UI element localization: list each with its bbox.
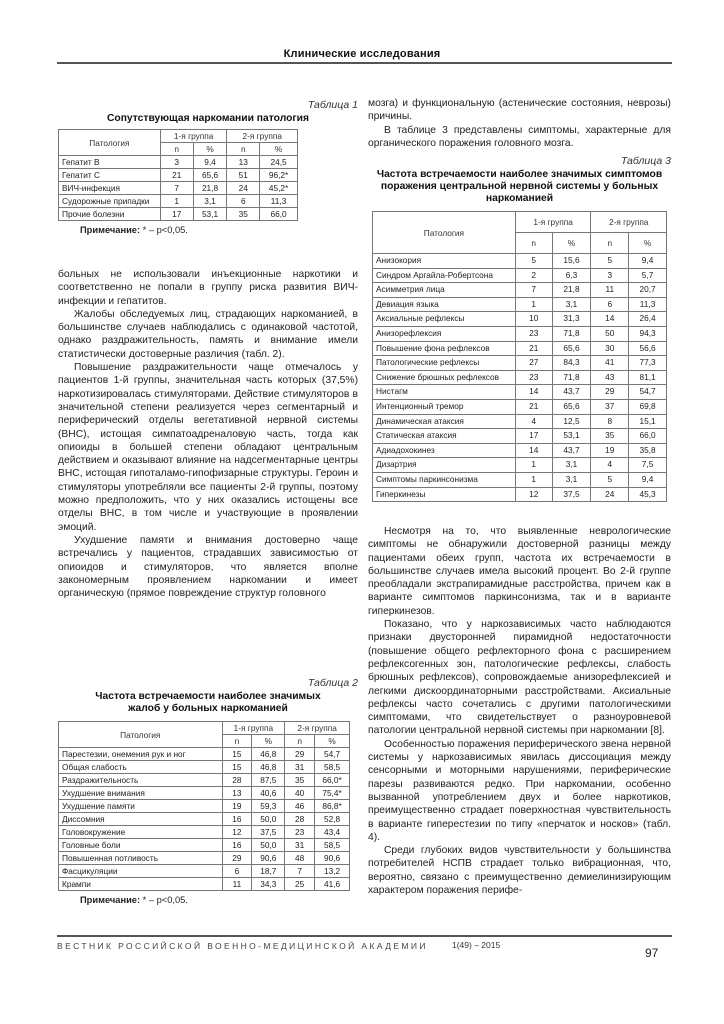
cell-pct-group2: 86,8* — [315, 800, 350, 813]
table1-header-pct1: % — [193, 143, 227, 156]
table3-label: Таблица 3 — [620, 155, 671, 167]
table-row — [373, 385, 667, 400]
table-row — [59, 800, 350, 813]
footer-rule — [57, 935, 672, 937]
cell-n-group2: 31 — [285, 839, 315, 852]
cell-pct-group1: 59,3 — [252, 800, 285, 813]
cell-n-group1: 21 — [160, 169, 193, 182]
cell-pct-group1: 18,7 — [252, 865, 285, 878]
paragraph: Показано, что у наркозависимых часто наблюдаются признаки двусторонней пирамидной недостаточности (повышение общего рефлекторного фона с расширением рефлексогенных зон, патологические рефлексы, слабость брюшных рефлексов), сопровождаемые анизорефлексией и легкими дискоординаторными расстройствами. Аксиальные рефлексы часто сочетались с другими патологическими симптомами, что свидетельствует о разноуровневой патологии центральной нервной системы при наркомании [8]. — [368, 619, 671, 737]
cell-pct-group2: 24,5 — [260, 156, 298, 169]
table1-title: Сопутствующая наркомании патология — [106, 113, 310, 124]
paragraph: В таблице 3 представлены симптомы, характерные для органического поражения головного мозга. — [368, 124, 671, 149]
table1-header-n2: n — [227, 143, 260, 156]
table-row — [373, 370, 667, 385]
cell-n-group2: 51 — [227, 169, 260, 182]
left-body-text — [58, 268, 358, 600]
paragraph: Ухудшение памяти и внимания достоверно чаще встречались у пациентов, страдавших зависимостью от опиоидов и стимуляторов, что является вполне закономерным проявлением наркомании и имеет органическую (прямое повреждение структур головного — [58, 534, 358, 600]
cell-n-group2: 13 — [227, 156, 260, 169]
cell-n-group1: 1 — [515, 472, 552, 487]
row-label: Ухудшение внимания — [59, 787, 223, 800]
table-row — [373, 458, 667, 473]
cell-n-group1: 1 — [515, 297, 552, 312]
cell-pct-group2: 5,7 — [629, 268, 667, 283]
cell-pct-group2: 13,2 — [315, 865, 350, 878]
cell-n-group2: 43 — [591, 370, 629, 385]
cell-pct-group2: 7,5 — [629, 458, 667, 473]
cell-pct-group1: 9,4 — [193, 156, 227, 169]
cell-pct-group1: 15,6 — [552, 254, 591, 269]
cell-n-group1: 17 — [515, 429, 552, 444]
cell-n-group1: 21 — [515, 341, 552, 356]
table-row — [373, 341, 667, 356]
row-label: Дизартрия — [373, 458, 516, 473]
cell-pct-group1: 3,1 — [552, 297, 591, 312]
cell-n-group1: 17 — [160, 208, 193, 221]
cell-n-group2: 3 — [591, 268, 629, 283]
table-row — [373, 487, 667, 502]
cell-pct-group1: 31,3 — [552, 312, 591, 327]
table2-note — [58, 895, 358, 905]
table-row — [59, 195, 298, 208]
cell-n-group2: 14 — [591, 312, 629, 327]
row-label: Раздражительность — [59, 774, 223, 787]
cell-n-group2: 48 — [285, 852, 315, 865]
cell-n-group2: 29 — [591, 385, 629, 400]
table3-title: Частота встречаемости наиболее значимых симптомов поражения центральной нервной системы у больных наркоманией — [376, 169, 663, 204]
table2 — [58, 721, 350, 891]
table-row — [373, 254, 667, 269]
table2-title: Частота встречаемости наиболее значимых жалоб у больных наркоманией — [95, 691, 321, 714]
cell-pct-group1: 87,5 — [252, 774, 285, 787]
cell-pct-group1: 65,6 — [552, 341, 591, 356]
table-row — [59, 813, 350, 826]
table2-header-pathology: Патология — [59, 722, 223, 748]
cell-n-group2: 6 — [591, 297, 629, 312]
table2-header-group2: 2-я группа — [285, 722, 350, 735]
row-label: Асимметрия лица — [373, 283, 516, 298]
cell-pct-group1: 53,1 — [552, 429, 591, 444]
cell-n-group2: 28 — [285, 813, 315, 826]
table-row — [373, 414, 667, 429]
row-label: Интенционный тремор — [373, 399, 516, 414]
table2-header-pct1: % — [252, 735, 285, 748]
cell-n-group1: 13 — [222, 787, 252, 800]
table1 — [58, 129, 298, 221]
cell-pct-group2: 35,8 — [629, 443, 667, 458]
running-header-section-title: Клинические исследования — [283, 48, 441, 60]
cell-n-group2: 35 — [285, 774, 315, 787]
footer-journal-title: ВЕСТНИК РОССИЙСКОЙ ВОЕННО-МЕДИЦИНСКОЙ АКАДЕМИИ — [57, 941, 428, 951]
table3-header-pct2: % — [629, 233, 667, 254]
cell-pct-group2: 11,3 — [260, 195, 298, 208]
cell-n-group2: 35 — [591, 429, 629, 444]
cell-pct-group1: 53,1 — [193, 208, 227, 221]
cell-pct-group2: 45,3 — [629, 487, 667, 502]
table-row — [373, 472, 667, 487]
cell-n-group1: 12 — [222, 826, 252, 839]
table3 — [372, 211, 667, 502]
table-row — [59, 208, 298, 221]
table2-header-pct2: % — [315, 735, 350, 748]
cell-pct-group2: 11,3 — [629, 297, 667, 312]
cell-pct-group1: 21,8 — [552, 283, 591, 298]
table-row — [59, 182, 298, 195]
table-row — [373, 429, 667, 444]
row-label: ВИЧ-инфекция — [59, 182, 161, 195]
cell-n-group1: 7 — [160, 182, 193, 195]
table3-header-n2: n — [591, 233, 629, 254]
row-label: Гиперкинезы — [373, 487, 516, 502]
table1-header-group1: 1-я группа — [160, 130, 227, 143]
cell-pct-group1: 40,6 — [252, 787, 285, 800]
cell-pct-group1: 90,6 — [252, 852, 285, 865]
cell-pct-group2: 52,8 — [315, 813, 350, 826]
cell-n-group1: 14 — [515, 385, 552, 400]
table3-header-group2: 2-я группа — [591, 212, 667, 233]
row-label: Парестезии, онемения рук и ног — [59, 748, 223, 761]
cell-n-group2: 5 — [591, 472, 629, 487]
cell-pct-group2: 54,7 — [629, 385, 667, 400]
paragraph: Среди глубоких видов чувствительности у большинства потребителей НСПВ страдает только вибрационная, что, вероятно, связано с преимущественно демиелинизирующим характером поражения перифе- — [368, 845, 671, 897]
table1-note-label: Примечание: — [80, 225, 141, 235]
row-label: Девиация языка — [373, 297, 516, 312]
cell-pct-group1: 46,8 — [252, 761, 285, 774]
table3-header-n1: n — [515, 233, 552, 254]
cell-pct-group2: 90,6 — [315, 852, 350, 865]
cell-pct-group2: 20,7 — [629, 283, 667, 298]
table2-block — [58, 677, 358, 905]
cell-pct-group1: 43,7 — [552, 385, 591, 400]
cell-n-group1: 23 — [515, 326, 552, 341]
table2-header-n1: n — [222, 735, 252, 748]
table3-block — [368, 155, 671, 502]
cell-pct-group1: 3,1 — [552, 472, 591, 487]
paragraph: Несмотря на то, что выявленные неврологические симптомы не обнаружили достоверной разницы между пациентами обеих групп, частота их встречаемости в большинстве случаев имела высокий процент. Во 2-й группе преобладали экстрапирамидные расстройства, причем как в варианте симптомов паркинсонизма, так и в варианте гиперкинезов. — [368, 526, 671, 617]
cell-n-group1: 16 — [222, 813, 252, 826]
row-label: Патологические рефлексы — [373, 356, 516, 371]
table-row — [59, 761, 350, 774]
cell-n-group1: 4 — [515, 414, 552, 429]
table2-label: Таблица 2 — [307, 677, 358, 689]
row-label: Снижение брюшных рефлексов — [373, 370, 516, 385]
cell-pct-group1: 37,5 — [552, 487, 591, 502]
cell-pct-group2: 54,7 — [315, 748, 350, 761]
cell-pct-group2: 43,4 — [315, 826, 350, 839]
cell-n-group2: 24 — [591, 487, 629, 502]
cell-n-group2: 4 — [591, 458, 629, 473]
table-row — [59, 852, 350, 865]
table2-header-group1: 1-я группа — [222, 722, 285, 735]
row-label: Анизокория — [373, 254, 516, 269]
cell-pct-group1: 37,5 — [252, 826, 285, 839]
cell-pct-group1: 34,3 — [252, 878, 285, 891]
table1-note-text: * – p<0,05. — [140, 225, 188, 235]
table-row — [373, 399, 667, 414]
cell-n-group2: 46 — [285, 800, 315, 813]
cell-n-group1: 5 — [515, 254, 552, 269]
table1-header-pct2: % — [260, 143, 298, 156]
cell-n-group2: 30 — [591, 341, 629, 356]
cell-pct-group1: 84,3 — [552, 356, 591, 371]
cell-pct-group2: 69,8 — [629, 399, 667, 414]
right-body-text — [368, 525, 671, 897]
cell-pct-group1: 3,1 — [193, 195, 227, 208]
cell-n-group2: 40 — [285, 787, 315, 800]
cell-n-group2: 19 — [591, 443, 629, 458]
table-row — [59, 865, 350, 878]
cell-pct-group2: 58,5 — [315, 761, 350, 774]
cell-pct-group1: 65,6 — [193, 169, 227, 182]
row-label: Синдром Аргайла-Робертсона — [373, 268, 516, 283]
cell-pct-group1: 71,8 — [552, 326, 591, 341]
cell-pct-group2: 9,4 — [629, 254, 667, 269]
cell-n-group2: 23 — [285, 826, 315, 839]
row-label: Аксиальные рефлексы — [373, 312, 516, 327]
cell-pct-group1: 50,0 — [252, 813, 285, 826]
table-row — [59, 748, 350, 761]
cell-pct-group1: 46,8 — [252, 748, 285, 761]
cell-pct-group2: 94,3 — [629, 326, 667, 341]
cell-n-group2: 8 — [591, 414, 629, 429]
table3-header-group1: 1-я группа — [515, 212, 591, 233]
cell-n-group2: 37 — [591, 399, 629, 414]
cell-n-group1: 21 — [515, 399, 552, 414]
table2-note-label: Примечание: — [80, 895, 141, 905]
row-label: Диссомния — [59, 813, 223, 826]
cell-pct-group1: 43,7 — [552, 443, 591, 458]
table1-header-n1: n — [160, 143, 193, 156]
cell-n-group1: 14 — [515, 443, 552, 458]
cell-pct-group2: 66,0 — [629, 429, 667, 444]
cell-pct-group2: 96,2* — [260, 169, 298, 182]
cell-n-group1: 3 — [160, 156, 193, 169]
table-row — [59, 156, 298, 169]
table-row — [373, 356, 667, 371]
paragraph: Особенностью поражения периферического звена нервной системы у наркозависимых явилась диссоциация между сенсорными и моторными нарушениями, периферические парезы развиваются редко. При наркомании, особенно вызванной употреблением двух и более наркотиков, преимущественно страдает поверхностная чувствительность в варианте гиперестезии по типу «перчаток и носков» (табл. 4). — [368, 738, 671, 843]
table-row — [373, 443, 667, 458]
cell-pct-group2: 56,6 — [629, 341, 667, 356]
cell-n-group2: 6 — [227, 195, 260, 208]
cell-n-group2: 41 — [591, 356, 629, 371]
row-label: Гепатит В — [59, 156, 161, 169]
cell-n-group1: 19 — [222, 800, 252, 813]
cell-pct-group2: 75,4* — [315, 787, 350, 800]
cell-n-group1: 23 — [515, 370, 552, 385]
header-rule — [57, 62, 672, 64]
cell-pct-group2: 81,1 — [629, 370, 667, 385]
table1-label: Таблица 1 — [307, 99, 358, 111]
cell-pct-group2: 66,0* — [315, 774, 350, 787]
table-row — [59, 826, 350, 839]
cell-n-group2: 35 — [227, 208, 260, 221]
cell-n-group2: 29 — [285, 748, 315, 761]
row-label: Общая слабость — [59, 761, 223, 774]
cell-n-group2: 5 — [591, 254, 629, 269]
table1-note — [58, 225, 358, 235]
cell-pct-group2: 15,1 — [629, 414, 667, 429]
cell-pct-group1: 50,0 — [252, 839, 285, 852]
cell-n-group1: 16 — [222, 839, 252, 852]
cell-n-group2: 31 — [285, 761, 315, 774]
table-row — [373, 297, 667, 312]
cell-n-group2: 24 — [227, 182, 260, 195]
cell-n-group2: 50 — [591, 326, 629, 341]
cell-n-group1: 15 — [222, 748, 252, 761]
table2-header-n2: n — [285, 735, 315, 748]
footer-issue: 1(49) – 2015 — [452, 940, 501, 950]
cell-n-group2: 7 — [285, 865, 315, 878]
row-label: Головные боли — [59, 839, 223, 852]
table-row — [59, 774, 350, 787]
table3-header-pathology: Патология — [373, 212, 516, 254]
table-row — [59, 169, 298, 182]
cell-n-group1: 29 — [222, 852, 252, 865]
cell-n-group2: 25 — [285, 878, 315, 891]
cell-pct-group2: 9,4 — [629, 472, 667, 487]
table2-note-text: * – p<0,05. — [140, 895, 188, 905]
cell-pct-group1: 71,8 — [552, 370, 591, 385]
cell-n-group1: 2 — [515, 268, 552, 283]
row-label: Фасцикуляции — [59, 865, 223, 878]
table-row — [373, 326, 667, 341]
cell-pct-group1: 3,1 — [552, 458, 591, 473]
row-label: Симптомы паркинсонизма — [373, 472, 516, 487]
row-label: Крампи — [59, 878, 223, 891]
paragraph: Повышение раздражительности чаще отмечалось у пациентов 1-й группы, значительная часть которых (37,5%) наркотизировалась стимуляторами. Действие стимуляторов в значительной степени реализуется через сегментарный и периферический отделы вегетативной нервной системы (ВНС), истощая симпатоадреналовую часть, тогда как опиоиды в большей степени обладают центральным действием и оказывают влияние на надсегментарные центры ВНС, истощая гипоталамо-гипофизарные структуры. Героин и стимуляторы употребляли все пациенты 2-й группы, поэтому можно предположить, что у них оказались истощены все отделы ВНС, в том числе и участвующие в проявлении эмоций. — [58, 362, 358, 533]
cell-n-group1: 7 — [515, 283, 552, 298]
right-top-text — [368, 97, 671, 150]
cell-n-group2: 11 — [591, 283, 629, 298]
cell-pct-group1: 6,3 — [552, 268, 591, 283]
row-label: Повышение фона рефлексов — [373, 341, 516, 356]
paragraph: больных не использовали инъекционные наркотики и соответственно не попали в группу риска развития ВИЧ-инфекции и гепатитов. — [58, 269, 358, 307]
table1-block — [58, 99, 358, 235]
cell-pct-group2: 66,0 — [260, 208, 298, 221]
table-row — [373, 268, 667, 283]
cell-n-group1: 10 — [515, 312, 552, 327]
row-label: Головокружение — [59, 826, 223, 839]
row-label: Судорожные припадки — [59, 195, 161, 208]
paragraph: Жалобы обследуемых лиц, страдающих наркоманией, в большинстве случаев наблюдались с одинаковой частотой, однако раздражительность, память и внимание имели статистически достоверные различия (табл. 2). — [58, 308, 358, 360]
cell-pct-group1: 21,8 — [193, 182, 227, 195]
cell-pct-group2: 26,4 — [629, 312, 667, 327]
row-label: Нистагм — [373, 385, 516, 400]
row-label: Повышенная потливость — [59, 852, 223, 865]
cell-n-group1: 12 — [515, 487, 552, 502]
row-label: Прочие болезни — [59, 208, 161, 221]
cell-pct-group2: 58,5 — [315, 839, 350, 852]
cell-n-group1: 1 — [515, 458, 552, 473]
cell-n-group1: 11 — [222, 878, 252, 891]
table3-header-pct1: % — [552, 233, 591, 254]
table1-header-group2: 2-я группа — [227, 130, 298, 143]
cell-pct-group2: 77,3 — [629, 356, 667, 371]
row-label: Ухудшение памяти — [59, 800, 223, 813]
row-label: Гепатит С — [59, 169, 161, 182]
paragraph: мозга) и функциональную (астенические состояния, неврозы) причины. — [368, 98, 671, 123]
cell-n-group1: 27 — [515, 356, 552, 371]
cell-n-group1: 1 — [160, 195, 193, 208]
row-label: Анизорефлексия — [373, 326, 516, 341]
table-row — [373, 312, 667, 327]
cell-pct-group1: 65,6 — [552, 399, 591, 414]
table-row — [373, 283, 667, 298]
cell-n-group1: 6 — [222, 865, 252, 878]
cell-n-group1: 28 — [222, 774, 252, 787]
row-label: Адиадохокинез — [373, 443, 516, 458]
cell-pct-group1: 12,5 — [552, 414, 591, 429]
cell-pct-group2: 41,6 — [315, 878, 350, 891]
table-row — [59, 839, 350, 852]
row-label: Статическая атаксия — [373, 429, 516, 444]
cell-pct-group2: 45,2* — [260, 182, 298, 195]
table-row — [59, 787, 350, 800]
cell-n-group1: 15 — [222, 761, 252, 774]
row-label: Динамическая атаксия — [373, 414, 516, 429]
page-number: 97 — [645, 946, 659, 960]
table-row — [59, 878, 350, 891]
table1-header-pathology: Патология — [59, 130, 161, 156]
